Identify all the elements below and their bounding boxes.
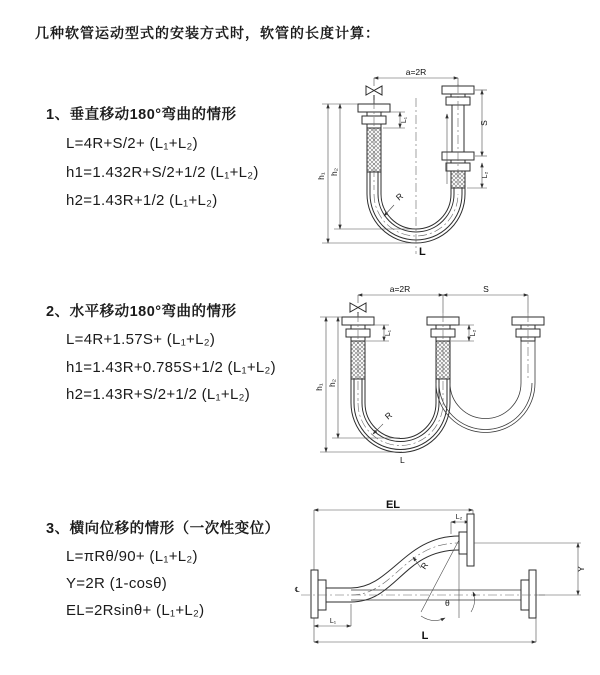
d3-right-lower-flange	[521, 570, 536, 618]
d1-dimension-top	[374, 67, 458, 86]
d1-dim-l1-label: L₁	[401, 116, 408, 124]
d3-centerline-mark: ℄	[295, 587, 300, 594]
section-3-formula-l: L=πRθ/90+ (L₁+L₂)	[66, 548, 198, 565]
d2-hose-u-bend-displaced	[436, 383, 535, 433]
d1-radius-label: R	[393, 190, 405, 203]
d2-dim-h1-label: h₁	[314, 383, 324, 391]
d1-dim-h2-label: h₂	[329, 167, 339, 177]
d2-dim-a-label: a=2R	[389, 284, 411, 294]
d3-radius-label: R	[418, 560, 431, 572]
d2-length-label: L	[400, 455, 405, 465]
diagram-vertical-180-bend	[306, 64, 558, 260]
d2-dim-l2-label: L₂	[470, 329, 477, 337]
d1-dim-l2-label: L₂	[482, 171, 489, 179]
section-2-formula-h1: h1=1.43R+0.785S+1/2 (L₁+L₂)	[66, 359, 276, 376]
diagram-horizontal-180-bend	[306, 283, 598, 471]
d3-theta-label: θ	[445, 598, 450, 608]
section-1-formula-h1: h1=1.432R+S/2+1/2 (L₁+L₂)	[66, 164, 259, 181]
section-1-formula-h2: h2=1.43R+1/2 (L₁+L₂)	[66, 192, 218, 209]
d1-dimension-l1	[383, 112, 408, 128]
d2-radius-label: R	[382, 409, 394, 422]
d1-dim-a-label: a=2R	[405, 67, 427, 77]
d1-dim-s-label: S	[479, 120, 489, 126]
section-2-formula-l: L=4R+1.57S+ (L₁+L₂)	[66, 331, 216, 348]
d3-dimension-l2	[451, 514, 469, 534]
d3-dim-l2-label: L₂	[455, 514, 463, 521]
d3-hose-curved	[351, 536, 459, 602]
section-1-formula-l: L=4R+S/2+ (L₁+L₂)	[66, 135, 198, 152]
section-3-formula-el: EL=2Rsinθ+ (L₁+L₂)	[66, 602, 205, 619]
d3-centerline	[295, 586, 545, 595]
section-3-formula-y: Y=2R (1-cosθ)	[66, 575, 168, 592]
d2-dimension-top	[358, 284, 528, 313]
d2-radius-callout	[373, 410, 394, 434]
d3-dim-el-label: EL	[385, 500, 401, 511]
section-2-heading: 2、水平移动180°弯曲的情形	[46, 304, 237, 320]
d1-dimension-s	[475, 90, 489, 156]
d3-dimension-el	[314, 500, 473, 570]
page-title: 几种软管运动型式的安装方式时，软管的长度计算：	[35, 25, 380, 41]
d3-dim-l1-label: L₁	[329, 618, 337, 625]
diagram-lateral-displacement	[293, 500, 588, 658]
d3-dim-l-label: L	[421, 630, 429, 642]
d2-hose-u-bend-original	[351, 379, 450, 453]
d3-left-flange	[311, 570, 351, 618]
d1-radius-callout	[384, 191, 405, 216]
d2-dim-h2-label: h₂	[327, 378, 337, 388]
section-2-formula-h2: h2=1.43R+S/2+1/2 (L₁+L₂)	[66, 386, 251, 403]
section-1-heading: 1、垂直移动180°弯曲的情形	[46, 107, 237, 123]
d2-dim-l1-label: L₁	[385, 329, 392, 337]
section-3-heading: 3、横向位移的情形（一次性变位）	[46, 521, 280, 537]
d1-dim-h1-label: h₁	[316, 172, 326, 180]
d1-length-label: L	[419, 246, 426, 258]
d3-dimension-l	[314, 618, 536, 642]
d3-dim-y-label: Y	[576, 566, 586, 572]
d2-dim-s-label: S	[483, 284, 489, 294]
